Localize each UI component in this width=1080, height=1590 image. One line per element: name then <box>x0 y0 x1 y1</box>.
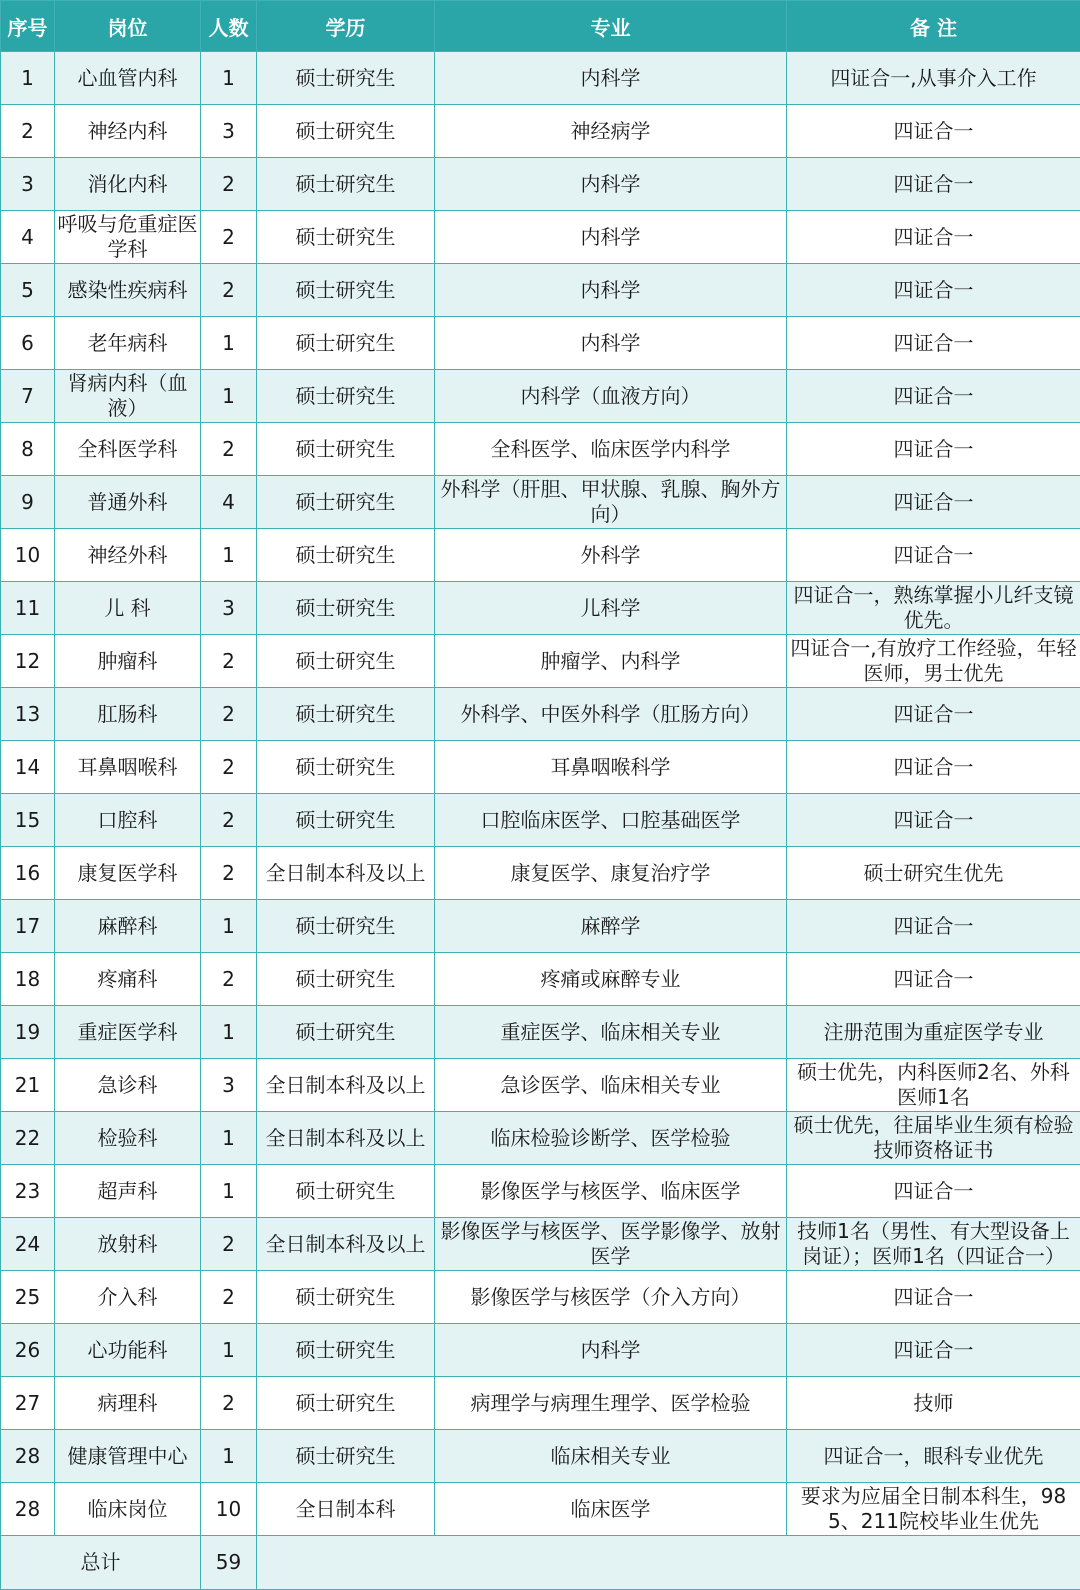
cell-index: 15 <box>1 794 55 847</box>
cell-remarks: 技师1名（男性、有大型设备上岗证）；医师1名（四证合一） <box>787 1218 1080 1271</box>
table-row <box>1 582 1080 635</box>
cell-position: 疼痛科 <box>55 953 201 1006</box>
cell-education: 硕士研究生 <box>257 1006 435 1059</box>
cell-major: 外科学 <box>435 529 787 582</box>
cell-index: 21 <box>1 1059 55 1112</box>
cell-position: 放射科 <box>55 1218 201 1271</box>
cell-position: 健康管理中心 <box>55 1430 201 1483</box>
table-row <box>1 370 1080 423</box>
cell-major: 临床相关专业 <box>435 1430 787 1483</box>
cell-major: 影像医学与核医学、临床医学 <box>435 1165 787 1218</box>
cell-education: 硕士研究生 <box>257 688 435 741</box>
table-row <box>1 317 1080 370</box>
cell-education: 硕士研究生 <box>257 1324 435 1377</box>
cell-remarks: 要求为应届全日制本科生，985、211院校毕业生优先 <box>787 1483 1080 1536</box>
cell-education: 硕士研究生 <box>257 900 435 953</box>
table-row <box>1 900 1080 953</box>
cell-education: 硕士研究生 <box>257 1271 435 1324</box>
cell-remarks: 四证合一，熟练掌握小儿纤支镜优先。 <box>787 582 1080 635</box>
total-row <box>1 1536 1080 1590</box>
cell-education: 硕士研究生 <box>257 1165 435 1218</box>
cell-position: 介入科 <box>55 1271 201 1324</box>
cell-count: 10 <box>201 1483 257 1536</box>
cell-remarks: 四证合一 <box>787 741 1080 794</box>
cell-remarks: 四证合一 <box>787 423 1080 476</box>
cell-major: 耳鼻咽喉科学 <box>435 741 787 794</box>
cell-major: 病理学与病理生理学、医学检验 <box>435 1377 787 1430</box>
cell-index: 13 <box>1 688 55 741</box>
table-row <box>1 476 1080 529</box>
cell-remarks: 四证合一 <box>787 476 1080 529</box>
cell-major: 重症医学、临床相关专业 <box>435 1006 787 1059</box>
cell-major: 康复医学、康复治疗学 <box>435 847 787 900</box>
cell-remarks: 四证合一 <box>787 1324 1080 1377</box>
table-row <box>1 1430 1080 1483</box>
cell-education: 硕士研究生 <box>257 1377 435 1430</box>
cell-position: 全科医学科 <box>55 423 201 476</box>
cell-position: 普通外科 <box>55 476 201 529</box>
cell-index: 28 <box>1 1430 55 1483</box>
cell-index: 9 <box>1 476 55 529</box>
cell-major: 内科学 <box>435 158 787 211</box>
table-footer <box>1 1536 1080 1590</box>
cell-remarks: 技师 <box>787 1377 1080 1430</box>
cell-education: 硕士研究生 <box>257 423 435 476</box>
cell-count: 2 <box>201 847 257 900</box>
table-row <box>1 847 1080 900</box>
cell-major: 儿科学 <box>435 582 787 635</box>
cell-remarks: 四证合一 <box>787 953 1080 1006</box>
cell-position: 肛肠科 <box>55 688 201 741</box>
cell-remarks: 四证合一 <box>787 370 1080 423</box>
cell-index: 25 <box>1 1271 55 1324</box>
cell-major: 内科学 <box>435 52 787 105</box>
cell-major: 影像医学与核医学（介入方向） <box>435 1271 787 1324</box>
table-row <box>1 1324 1080 1377</box>
cell-education: 全日制本科及以上 <box>257 1218 435 1271</box>
table-row <box>1 688 1080 741</box>
cell-education: 硕士研究生 <box>257 264 435 317</box>
cell-count: 1 <box>201 1112 257 1165</box>
cell-education: 硕士研究生 <box>257 529 435 582</box>
cell-position: 肾病内科（血液） <box>55 370 201 423</box>
table-row <box>1 953 1080 1006</box>
total-count: 59 <box>201 1536 257 1590</box>
cell-remarks: 四证合一 <box>787 211 1080 264</box>
cell-major: 临床医学 <box>435 1483 787 1536</box>
cell-education: 硕士研究生 <box>257 582 435 635</box>
cell-position: 神经外科 <box>55 529 201 582</box>
cell-count: 1 <box>201 1430 257 1483</box>
table-row <box>1 529 1080 582</box>
cell-index: 3 <box>1 158 55 211</box>
cell-major: 外科学、中医外科学（肛肠方向） <box>435 688 787 741</box>
cell-index: 27 <box>1 1377 55 1430</box>
cell-major: 神经病学 <box>435 105 787 158</box>
cell-education: 硕士研究生 <box>257 953 435 1006</box>
cell-count: 1 <box>201 529 257 582</box>
cell-count: 3 <box>201 1059 257 1112</box>
cell-remarks: 四证合一 <box>787 1165 1080 1218</box>
cell-position: 口腔科 <box>55 794 201 847</box>
cell-education: 硕士研究生 <box>257 476 435 529</box>
cell-major: 影像医学与核医学、医学影像学、放射医学 <box>435 1218 787 1271</box>
cell-remarks: 硕士研究生优先 <box>787 847 1080 900</box>
cell-position: 耳鼻咽喉科 <box>55 741 201 794</box>
cell-count: 1 <box>201 52 257 105</box>
cell-education: 硕士研究生 <box>257 158 435 211</box>
table-row <box>1 423 1080 476</box>
header-index: 序号 <box>1 1 55 52</box>
table-row <box>1 1059 1080 1112</box>
cell-position: 呼吸与危重症医学科 <box>55 211 201 264</box>
cell-position: 老年病科 <box>55 317 201 370</box>
cell-index: 6 <box>1 317 55 370</box>
cell-index: 18 <box>1 953 55 1006</box>
cell-index: 19 <box>1 1006 55 1059</box>
cell-education: 全日制本科及以上 <box>257 1112 435 1165</box>
cell-position: 心血管内科 <box>55 52 201 105</box>
cell-count: 3 <box>201 105 257 158</box>
total-blank <box>257 1536 1080 1590</box>
cell-count: 2 <box>201 1377 257 1430</box>
table-body <box>1 52 1080 1536</box>
cell-count: 2 <box>201 264 257 317</box>
cell-education: 硕士研究生 <box>257 794 435 847</box>
header-education: 学历 <box>257 1 435 52</box>
cell-position: 重症医学科 <box>55 1006 201 1059</box>
cell-major: 内科学（血液方向） <box>435 370 787 423</box>
cell-remarks: 四证合一 <box>787 264 1080 317</box>
cell-count: 1 <box>201 317 257 370</box>
cell-education: 全日制本科及以上 <box>257 847 435 900</box>
cell-education: 硕士研究生 <box>257 741 435 794</box>
table-row <box>1 1112 1080 1165</box>
cell-education: 硕士研究生 <box>257 1430 435 1483</box>
cell-remarks: 注册范围为重症医学专业 <box>787 1006 1080 1059</box>
cell-index: 11 <box>1 582 55 635</box>
cell-remarks: 四证合一 <box>787 317 1080 370</box>
table-row <box>1 1271 1080 1324</box>
table-row <box>1 1483 1080 1536</box>
table-row <box>1 1165 1080 1218</box>
cell-position: 临床岗位 <box>55 1483 201 1536</box>
cell-remarks: 四证合一 <box>787 688 1080 741</box>
cell-education: 全日制本科 <box>257 1483 435 1536</box>
cell-count: 2 <box>201 794 257 847</box>
cell-count: 1 <box>201 1006 257 1059</box>
cell-position: 康复医学科 <box>55 847 201 900</box>
table-row <box>1 1377 1080 1430</box>
table-row <box>1 52 1080 105</box>
cell-education: 全日制本科及以上 <box>257 1059 435 1112</box>
cell-count: 4 <box>201 476 257 529</box>
cell-major: 肿瘤学、内科学 <box>435 635 787 688</box>
cell-position: 病理科 <box>55 1377 201 1430</box>
cell-index: 12 <box>1 635 55 688</box>
table-row <box>1 1006 1080 1059</box>
cell-major: 内科学 <box>435 1324 787 1377</box>
cell-remarks: 四证合一 <box>787 794 1080 847</box>
cell-position: 检验科 <box>55 1112 201 1165</box>
cell-education: 硕士研究生 <box>257 52 435 105</box>
table-row <box>1 158 1080 211</box>
cell-index: 14 <box>1 741 55 794</box>
cell-remarks: 四证合一 <box>787 158 1080 211</box>
cell-index: 16 <box>1 847 55 900</box>
cell-education: 硕士研究生 <box>257 317 435 370</box>
table-row <box>1 211 1080 264</box>
header-count: 人数 <box>201 1 257 52</box>
cell-position: 急诊科 <box>55 1059 201 1112</box>
cell-position: 肿瘤科 <box>55 635 201 688</box>
table-row <box>1 105 1080 158</box>
cell-index: 10 <box>1 529 55 582</box>
cell-count: 2 <box>201 635 257 688</box>
cell-count: 2 <box>201 211 257 264</box>
cell-count: 2 <box>201 423 257 476</box>
cell-major: 临床检验诊断学、医学检验 <box>435 1112 787 1165</box>
cell-count: 2 <box>201 158 257 211</box>
cell-education: 硕士研究生 <box>257 370 435 423</box>
cell-major: 内科学 <box>435 211 787 264</box>
cell-index: 4 <box>1 211 55 264</box>
table-header <box>1 1 1080 52</box>
table-row <box>1 635 1080 688</box>
table-row <box>1 741 1080 794</box>
cell-remarks: 硕士优先，往届毕业生须有检验技师资格证书 <box>787 1112 1080 1165</box>
total-label: 总计 <box>1 1536 201 1590</box>
cell-index: 24 <box>1 1218 55 1271</box>
cell-education: 硕士研究生 <box>257 211 435 264</box>
cell-count: 1 <box>201 370 257 423</box>
table-row <box>1 794 1080 847</box>
cell-major: 全科医学、临床医学内科学 <box>435 423 787 476</box>
cell-remarks: 四证合一,有放疗工作经验，年轻医师，男士优先 <box>787 635 1080 688</box>
cell-count: 2 <box>201 1271 257 1324</box>
cell-major: 疼痛或麻醉专业 <box>435 953 787 1006</box>
cell-position: 超声科 <box>55 1165 201 1218</box>
cell-count: 2 <box>201 688 257 741</box>
cell-major: 口腔临床医学、口腔基础医学 <box>435 794 787 847</box>
cell-position: 麻醉科 <box>55 900 201 953</box>
header-major: 专业 <box>435 1 787 52</box>
cell-index: 26 <box>1 1324 55 1377</box>
cell-remarks: 四证合一，眼科专业优先 <box>787 1430 1080 1483</box>
header-remarks: 备 注 <box>787 1 1080 52</box>
cell-position: 神经内科 <box>55 105 201 158</box>
cell-remarks: 四证合一 <box>787 529 1080 582</box>
cell-remarks: 硕士优先，内科医师2名、外科医师1名 <box>787 1059 1080 1112</box>
cell-position: 心功能科 <box>55 1324 201 1377</box>
table-row <box>1 1218 1080 1271</box>
cell-index: 7 <box>1 370 55 423</box>
cell-major: 内科学 <box>435 317 787 370</box>
header-position: 岗位 <box>55 1 201 52</box>
cell-count: 1 <box>201 900 257 953</box>
cell-position: 儿 科 <box>55 582 201 635</box>
cell-index: 22 <box>1 1112 55 1165</box>
cell-education: 硕士研究生 <box>257 105 435 158</box>
cell-major: 急诊医学、临床相关专业 <box>435 1059 787 1112</box>
cell-major: 外科学（肝胆、甲状腺、乳腺、胸外方向） <box>435 476 787 529</box>
table-row <box>1 264 1080 317</box>
cell-position: 消化内科 <box>55 158 201 211</box>
cell-remarks: 四证合一 <box>787 900 1080 953</box>
cell-index: 1 <box>1 52 55 105</box>
cell-count: 2 <box>201 741 257 794</box>
cell-count: 1 <box>201 1165 257 1218</box>
cell-count: 2 <box>201 1218 257 1271</box>
header-row <box>1 1 1080 52</box>
cell-education: 硕士研究生 <box>257 635 435 688</box>
cell-major: 麻醉学 <box>435 900 787 953</box>
cell-index: 2 <box>1 105 55 158</box>
cell-count: 1 <box>201 1324 257 1377</box>
cell-remarks: 四证合一 <box>787 1271 1080 1324</box>
cell-remarks: 四证合一 <box>787 105 1080 158</box>
cell-count: 3 <box>201 582 257 635</box>
cell-position: 感染性疾病科 <box>55 264 201 317</box>
cell-index: 28 <box>1 1483 55 1536</box>
cell-index: 23 <box>1 1165 55 1218</box>
cell-count: 2 <box>201 953 257 1006</box>
cell-index: 17 <box>1 900 55 953</box>
cell-index: 5 <box>1 264 55 317</box>
cell-remarks: 四证合一,从事介入工作 <box>787 52 1080 105</box>
cell-major: 内科学 <box>435 264 787 317</box>
cell-index: 8 <box>1 423 55 476</box>
